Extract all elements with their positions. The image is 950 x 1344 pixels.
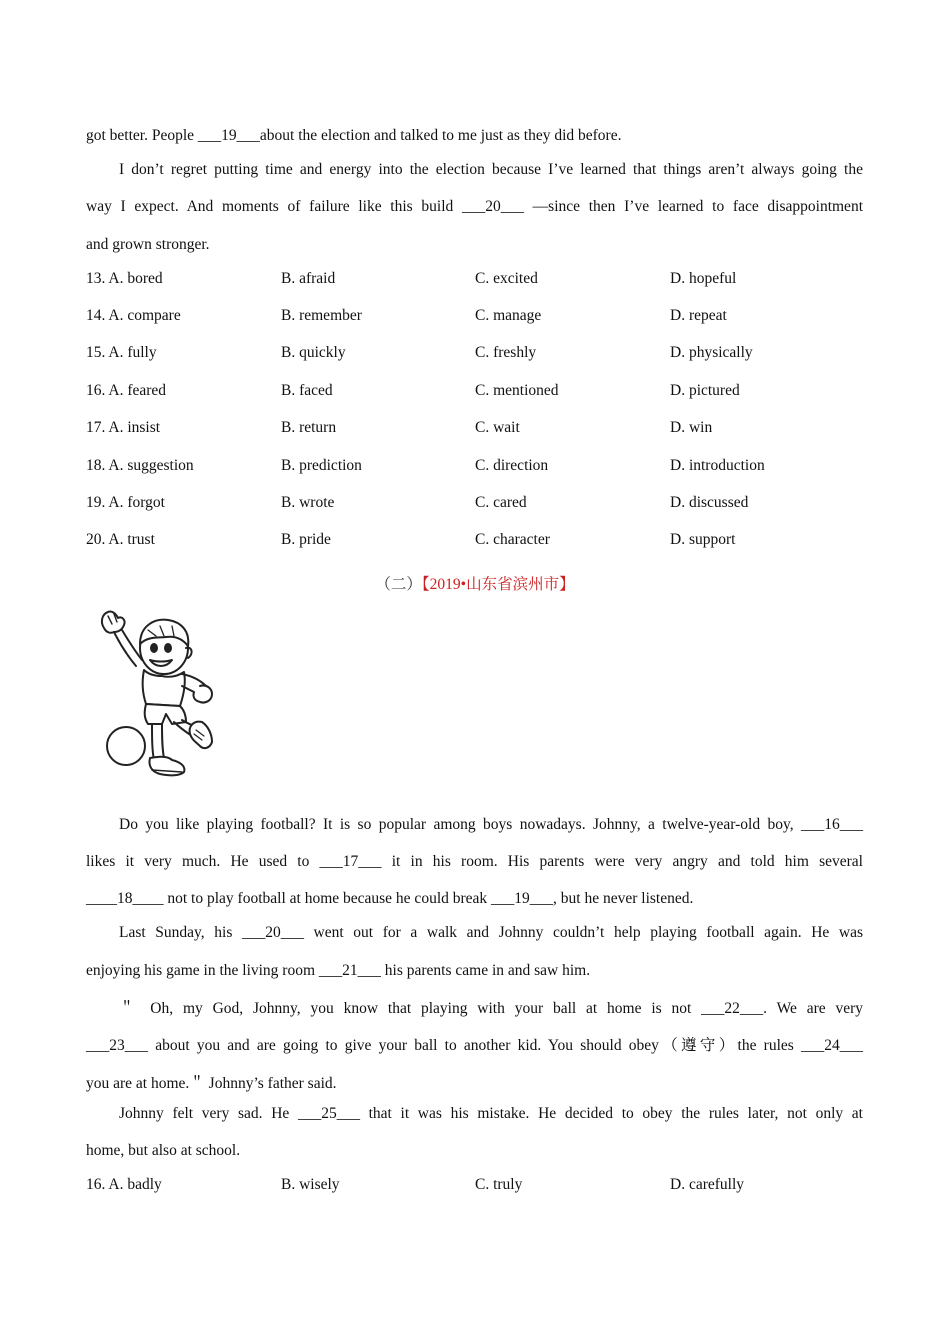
question-20-options [86,531,863,553]
passage2-line: ＂ Oh, my God, Johnny, you know that playing with your ball at home is not ___22___. We are very [119,1000,863,1017]
passage2-line: likes it very much. He used to ___17___ it in his room. His parents were very angry and told him several [86,853,863,870]
option-c: C. character [475,531,550,548]
option-d: D. support [670,531,736,548]
section-number: （二） [375,576,422,593]
option-b: B. wrote [281,494,335,511]
option-d: D. hopeful [670,270,737,287]
passage2-line: Last Sunday, his ___20___ went out for a walk and Johnny couldn’t help playing football again. He was [119,924,863,941]
question-17-options [86,419,863,441]
option-c: C. direction [475,457,549,474]
option-c: C. manage [475,307,542,324]
option-c: C. freshly [475,344,537,361]
passage2-line: Do you like playing football? It is so popular among boys nowadays. Johnny, a twelve-year-old boy, ___16___ [119,816,863,833]
section-source: 【2019•山东省滨州市】 [421,576,575,593]
option-d: D. win [670,419,713,436]
passage2-line: Johnny felt very sad. He ___25___ that it was his mistake. He decided to obey the rules later, not only at [119,1105,863,1122]
option-a: 20. A. trust [86,531,155,548]
option-b: B. return [281,419,337,436]
passage2-line: ____18____ not to play football at home because he could break ___19___, but he never listened. [86,890,694,907]
option-d: D. discussed [670,494,749,511]
boy-playing-football-illustration [96,606,226,781]
passage1-line: and grown stronger. [86,236,210,253]
option-d: D. introduction [670,457,765,474]
option-a: 13. A. bored [86,270,163,287]
passage1-line: way I expect. And moments of failure like this build ___20___ —since then I’ve learned to face disappointment [86,198,863,215]
option-c: C. truly [475,1176,523,1193]
question-14-options [86,307,863,329]
option-a: 19. A. forgot [86,494,165,511]
question-15-options [86,344,863,366]
option-b: B. pride [281,531,331,548]
question-19-options [86,494,863,516]
question-16-options [86,382,863,404]
option-a: 15. A. fully [86,344,157,361]
option-c: C. excited [475,270,538,287]
section-heading [0,572,950,594]
option-a: 16. A. badly [86,1176,162,1193]
passage1-line: I don’t regret putting time and energy into the election because I’ve learned that things aren’t always going the [119,161,863,178]
option-c: C. mentioned [475,382,559,399]
option-b: B. faced [281,382,333,399]
option-c: C. wait [475,419,520,436]
option-c: C. cared [475,494,527,511]
option-d: D. physically [670,344,753,361]
passage2-line: ___23___ about you and are going to give your ball to another kid. You should obey（遵守）the rules ___24___ [86,1037,863,1054]
question-16-options [86,1176,863,1198]
option-d: D. pictured [670,382,740,399]
option-a: 14. A. compare [86,307,181,324]
option-b: B. quickly [281,344,346,361]
passage2-line: enjoying his game in the living room ___21___ his parents came in and saw him. [86,962,591,979]
option-b: B. remember [281,307,362,324]
passage2-line: home, but also at school. [86,1142,241,1159]
option-b: B. wisely [281,1176,340,1193]
option-a: 18. A. suggestion [86,457,194,474]
question-13-options [86,270,863,292]
passage1-line: got better. People ___19___about the election and talked to me just as they did before. [86,127,622,144]
passage2-line: you are at home.＂ Johnny’s father said. [86,1075,337,1092]
option-d: D. repeat [670,307,727,324]
option-a: 17. A. insist [86,419,161,436]
option-a: 16. A. feared [86,382,167,399]
option-b: B. afraid [281,270,336,287]
question-18-options [86,457,863,479]
option-b: B. prediction [281,457,362,474]
option-d: D. carefully [670,1176,745,1193]
